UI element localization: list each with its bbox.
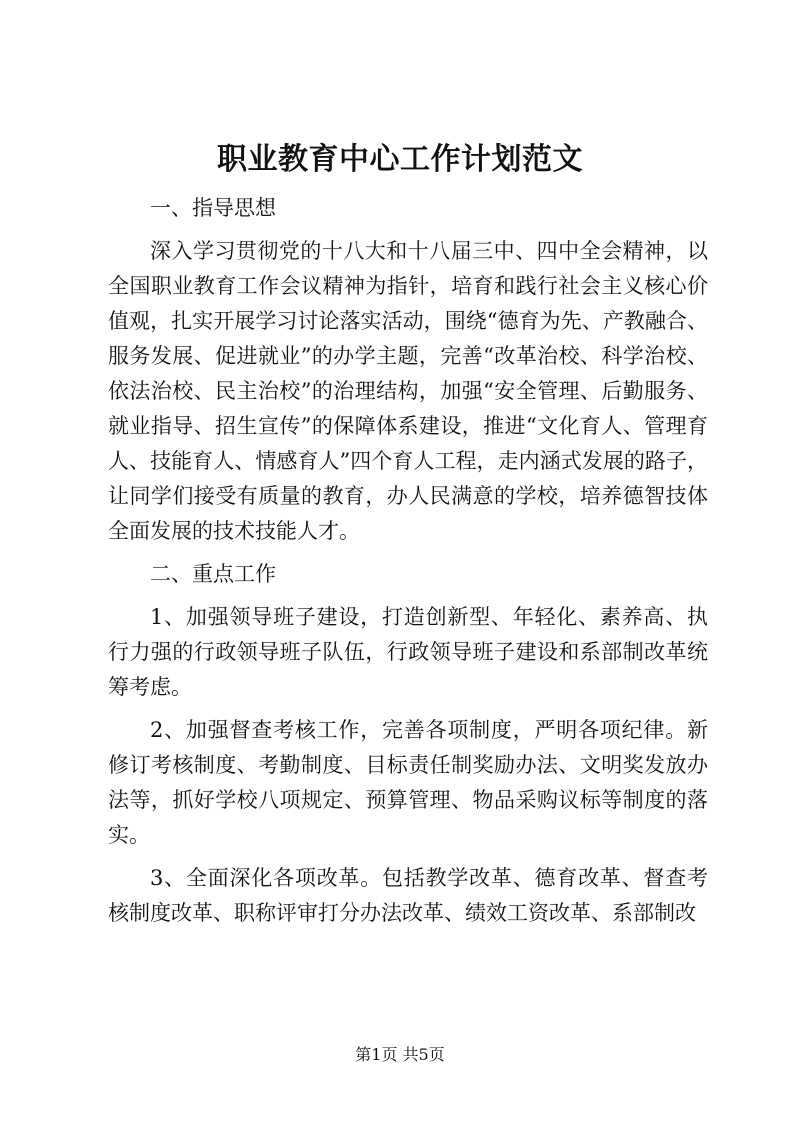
paragraph-key-work-3: 3、全面深化各项改革。包括教学改革、德育改革、督查考核制度改革、职称评审打分办法改革、绩效工资改革、系部制改 <box>108 866 708 925</box>
document-title: 职业教育中心工作计划范文 <box>217 142 583 177</box>
section-heading-guiding-ideology: 一、指导思想 <box>150 196 276 220</box>
paragraph-guiding-ideology: 深入学习贯彻党的十八大和十八届三中、四中全会精神，以全国职业教育工作会议精神为指针，培育和践行社会主义核心价值观，扎实开展学习讨论落实活动，围绕“德育为先、产教融合、服务发展、促进就业”的办学主题，完善“改革治校、科学治校、依法治校、民主治校”的治理结构，加强“安全管理、后勤服务、就业指导、招生宣传”的保障体系建设，推进“文化育人、管理育人、技能育人、情感育人”四个育人工程，走内涵式发展的路子，让同学们接受有质量的教育，办人民满意的学校，培养德智技体全面发展的技术技能人才。 <box>108 239 708 543</box>
page-footer-indicator: 第1页 共5页 <box>355 1045 445 1064</box>
paragraph-key-work-1: 1、加强领导班子建设，打造创新型、年轻化、素养高、执行力强的行政领导班子队伍，行政领导班子建设和系部制改革统筹考虑。 <box>108 605 708 699</box>
paragraph-key-work-2: 2、加强督查考核工作，完善各项制度，严明各项纪律。新修订考核制度、考勤制度、目标责任制奖励办法、文明奖发放办法等，抓好学校八项规定、预算管理、物品采购议标等制度的落实。 <box>108 718 708 847</box>
section-heading-key-work: 二、重点工作 <box>150 562 276 586</box>
document-body <box>108 191 708 939</box>
